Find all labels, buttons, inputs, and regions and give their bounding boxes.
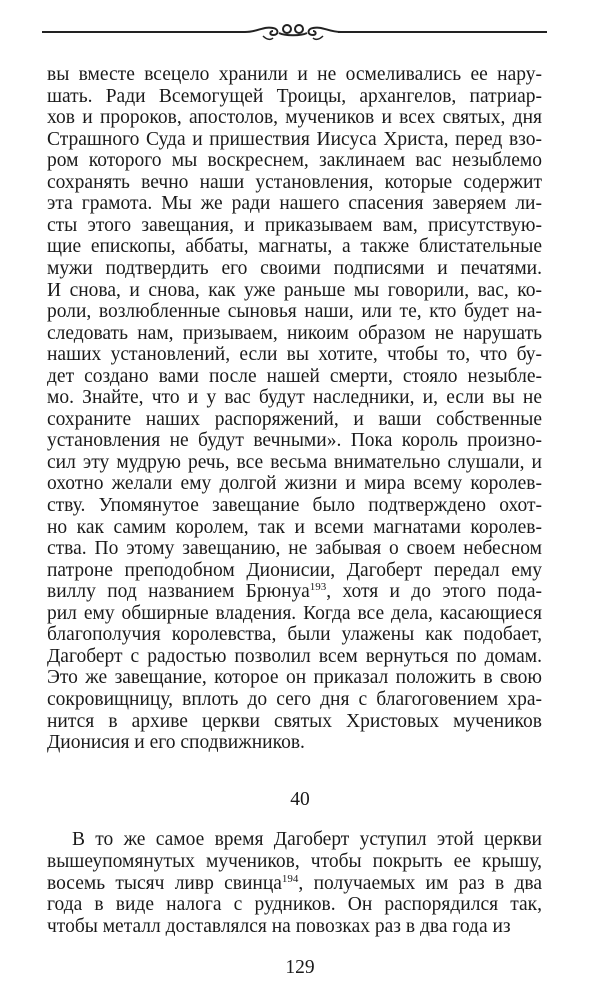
text-line: роли, возлюбленные сыновья наши, или те, кто будет на-: [47, 301, 542, 323]
text-line: дет создано вами после нашей смерти, стояло незыбле-: [47, 365, 542, 387]
text-line: патроне преподобном Дионисии, Дагоберт передал ему: [47, 559, 542, 581]
text-line: щие епископы, аббаты, магнаты, а также блистательные: [47, 236, 542, 258]
text-line: благополучия королевства, были улажены как подобает,: [47, 624, 542, 646]
header-rule-right: [338, 31, 547, 33]
text-segment: восемь тысяч ливр свинца: [47, 872, 282, 894]
text-line: года в виде налога с рудников. Он распорядился так,: [47, 894, 542, 916]
text-line: следовать нам, призываем, никоим образом не нарушать: [47, 322, 542, 344]
text-line: Дионисия и его сподвижников.: [47, 732, 305, 754]
text-line: сты этого завещания, и приказываем вам, присутствую-: [47, 214, 542, 236]
footnote-ref[interactable]: 193: [309, 581, 327, 594]
text-line: но как самим королем, так и всеми магнатами королев-: [47, 516, 542, 538]
text-line: Дагоберт с радостью позволил всем вернуться по домам.: [47, 645, 542, 667]
header-rule-left: [42, 31, 245, 33]
text-line: ству. Упомянутое завещание было подтверждено охот-: [47, 495, 542, 516]
text-line: мо. Знайте, что и у вас будут наследники, и, если вы не: [47, 387, 542, 409]
text-line: сохраните наших распоряжений, и ваши собственные: [47, 408, 542, 430]
page-number: 129: [285, 957, 315, 978]
text-line: сокровищницу, вплоть до сего дня с благоговением хра-: [47, 688, 542, 710]
text-segment: виллу под названием Брюнуа: [47, 581, 310, 603]
text-line: В то же самое время Дагоберт уступил этой церкви: [72, 829, 542, 850]
text-line: ром которого мы воскреснем, заклинаем вас незыблемо: [47, 150, 542, 172]
text-line: установления не будут вечными». Пока король произно-: [47, 430, 542, 452]
text-line: [47, 873, 542, 895]
text-line: чтобы металл доставлялся на повозках раз в два года из: [47, 916, 511, 938]
text-line: хов и пророков, апостолов, мучеников и всех святых, дня: [47, 107, 542, 129]
text-line: И снова, и снова, как уже раньше мы говорили, вас, ко-: [47, 279, 542, 301]
text-line: [47, 581, 542, 603]
text-segment: , хотя и до этого пода-: [326, 581, 542, 603]
text-segment: , получаемых им раз в два: [298, 872, 542, 894]
text-line: нится в архиве церкви святых Христовых мучеников: [47, 710, 542, 732]
text-line: Это же завещание, которое он приказал положить в свою: [47, 667, 542, 689]
footnote-ref[interactable]: 194: [281, 872, 299, 885]
text-line: вышеупомянутых мучеников, чтобы покрыть ее крышу,: [47, 850, 542, 872]
text-line: вы вместе всецело хранили и не осмеливались ее нару-: [47, 64, 542, 85]
text-line: охотно желали ему долгой жизни и мира всему королев-: [47, 473, 542, 495]
text-line: наших установлений, если вы хотите, чтобы то, что бу-: [47, 344, 542, 366]
text-line: ства. По этому завещанию, не забывая о своем небесном: [47, 538, 542, 560]
text-line: рил ему обширные владения. Когда все дела, касающиеся: [47, 602, 542, 624]
header-ornament-icon: [243, 18, 343, 44]
text-line: эта грамота. Мы же ради нашего спасения заверяем ли-: [47, 193, 542, 215]
text-line: шать. Ради Всемогущей Троицы, архангелов, патриар-: [47, 85, 542, 107]
chapter-number: 40: [290, 789, 310, 810]
text-line: сохранять вечно наши установления, которые содержит: [47, 171, 542, 193]
text-line: мужи подтвердить его своими подписями и печатями.: [47, 257, 542, 279]
text-line: Страшного Суда и пришествия Иисуса Христа, перед взо-: [47, 128, 542, 150]
text-line: сил эту мудрую речь, все весьма внимательно слушали, и: [47, 451, 542, 473]
